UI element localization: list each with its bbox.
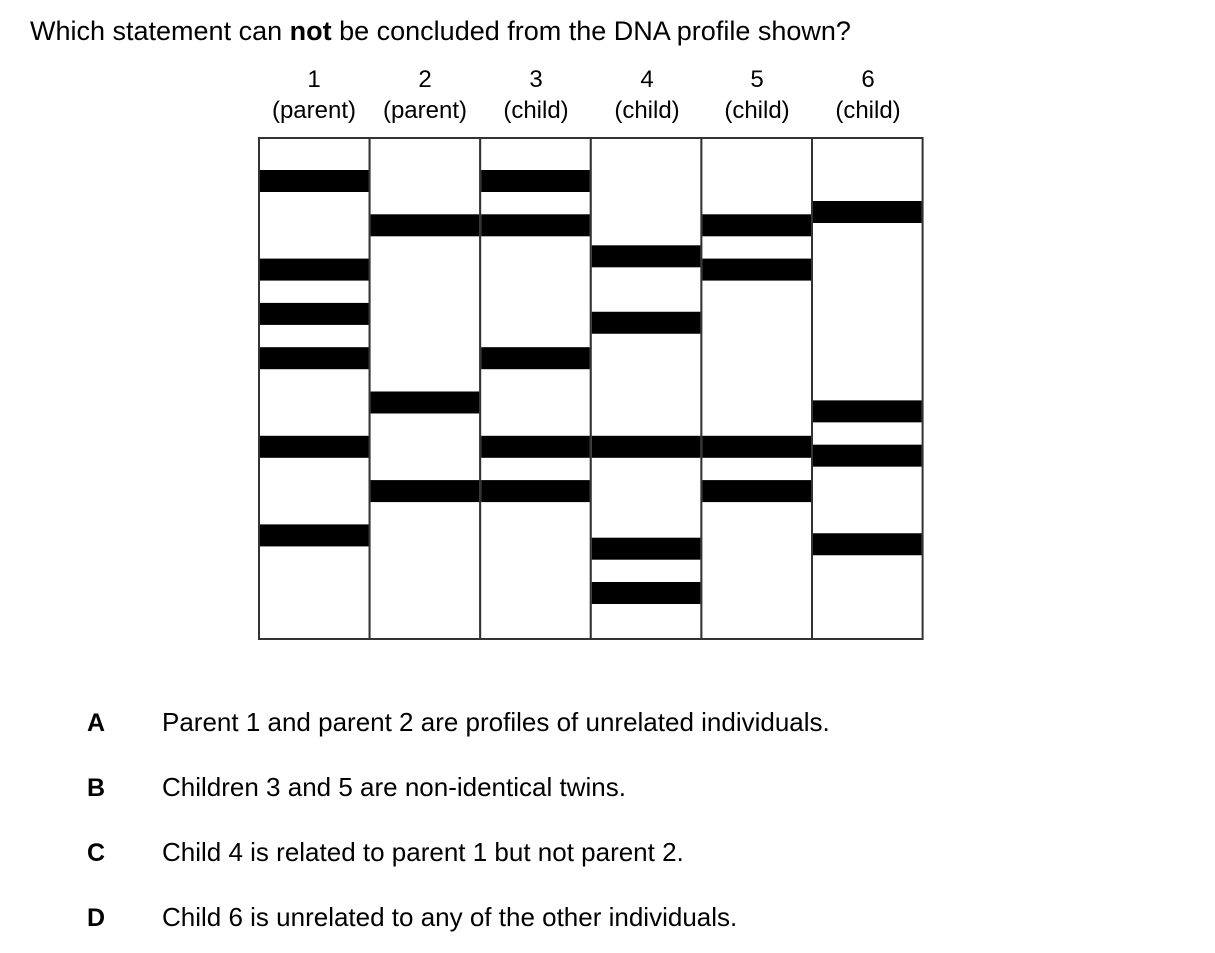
lane-6-band-2 <box>813 400 922 422</box>
option-c-text: Child 4 is related to parent 1 but not parent 2. <box>162 837 684 867</box>
lane-3-box <box>480 138 591 639</box>
option-b-letter: B <box>86 774 106 802</box>
lane-6-number: 6 <box>861 66 875 93</box>
lane-1-band-1 <box>260 170 369 192</box>
lane-1-band-6 <box>260 524 369 546</box>
lane-2-number: 2 <box>418 66 432 93</box>
lane-2-band-3 <box>371 480 480 502</box>
lane-4-role: (child) <box>614 97 680 124</box>
lane-4-band-5 <box>592 582 701 604</box>
lane-3-band-1 <box>481 170 590 192</box>
lane-2-band-1 <box>371 214 480 236</box>
lane-2-band-2 <box>371 392 480 414</box>
lane-5-band-3 <box>702 436 811 458</box>
lane-5-band-1 <box>702 214 811 236</box>
lane-6-band-3 <box>813 445 922 467</box>
lane-3-band-4 <box>481 436 590 458</box>
question-prefix: Which statement can <box>30 16 290 46</box>
lane-3-number: 3 <box>529 66 543 93</box>
lane-4-box <box>591 138 702 639</box>
lane-1-band-5 <box>260 436 369 458</box>
option-d-text: Child 6 is unrelated to any of the other individuals. <box>162 902 738 932</box>
lane-6-band-4 <box>813 533 922 555</box>
lane-6-band-1 <box>813 201 922 223</box>
lane-4-band-2 <box>592 312 701 334</box>
lane-5-role: (child) <box>724 97 790 124</box>
lane-4-number: 4 <box>640 66 654 93</box>
lane-2-box <box>370 138 481 639</box>
lane-1-number: 1 <box>307 66 321 93</box>
lane-5-number: 5 <box>750 66 764 93</box>
question-suffix: be concluded from the DNA profile shown? <box>331 16 851 46</box>
lane-3-band-3 <box>481 347 590 369</box>
lane-4-band-4 <box>592 538 701 560</box>
lane-3-band-2 <box>481 214 590 236</box>
option-d-letter: D <box>86 904 106 932</box>
lane-5-box <box>701 138 812 639</box>
lane-1-role: (parent) <box>271 97 357 124</box>
lane-2-role: (parent) <box>382 97 468 124</box>
lane-1-band-3 <box>260 303 369 325</box>
lane-3-role: (child) <box>503 97 569 124</box>
lane-1-band-4 <box>260 347 369 369</box>
lane-1-band-2 <box>260 259 369 281</box>
lane-4-band-1 <box>592 245 701 267</box>
option-b-text: Children 3 and 5 are non-identical twins. <box>162 772 626 802</box>
option-a-text: Parent 1 and parent 2 are profiles of unrelated individuals. <box>162 707 830 737</box>
lane-3-band-5 <box>481 480 590 502</box>
option-a-letter: A <box>86 709 106 737</box>
lane-4-band-3 <box>592 436 701 458</box>
lane-5-band-2 <box>702 259 811 281</box>
lane-5-band-4 <box>702 480 811 502</box>
lane-1-box <box>259 138 370 639</box>
question-emphasis: not <box>289 16 332 46</box>
option-c-letter: C <box>86 839 106 867</box>
lane-6-role: (child) <box>835 97 901 124</box>
